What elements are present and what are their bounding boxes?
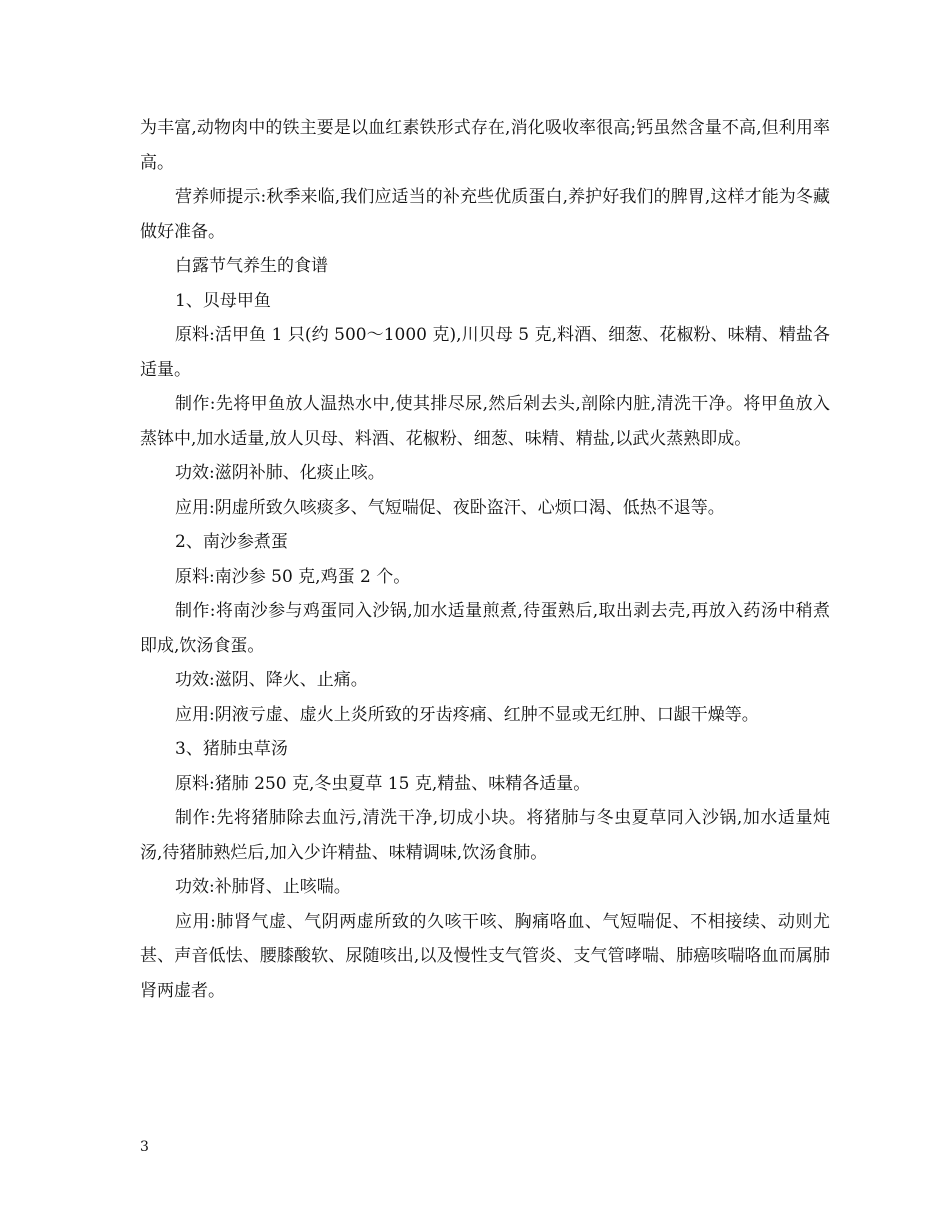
recipe-3-effect: 功效:补肺肾、止咳喘。 [175,877,351,897]
paragraph-nutritionist-tip: 营养师提示:秋季来临,我们应适当的补充些优质蛋白,养护好我们的脾胃,这样才能为冬藏做好准备。 [140,187,830,242]
recipe-2-ingredients: 原料:南沙参 50 克,鸡蛋 2 个。 [175,566,411,587]
recipe-3-ingredients: 原料:猪肺 250 克,冬虫夏草 15 克,精盐、味精各适量。 [175,773,591,794]
section-heading: 白露节气养生的食谱 [175,256,328,276]
recipe-title-1: 1、贝母甲鱼 [175,290,271,311]
recipe-3-method: 制作:先将猪肺除去血污,清洗干净,切成小块。将猪肺与冬虫夏草同入沙锅,加水适量炖汤,待猪肺熟烂后,加入少许精盐、味精调味,饮汤食肺。 [140,808,830,863]
recipe-1-method: 制作:先将甲鱼放人温热水中,使其排尽尿,然后剁去头,剖除内脏,清洗干净。将甲鱼放入蒸钵中,加水适量,放人贝母、料酒、花椒粉、细葱、味精、精盐,以武火蒸熟即成。 [140,394,830,449]
recipe-3-application: 应用:肺肾气虚、气阴两虚所致的久咳干咳、胸痛咯血、气短喘促、不相接续、动则尤甚、声音低怯、腰膝酸软、尿随咳出,以及慢性支气管炎、支气管哮喘、肺癌咳喘咯血而属肺肾两虚者。 [140,911,830,1001]
recipe-1-effect: 功效:滋阴补肺、化痰止咳。 [175,463,385,483]
recipe-2-effect: 功效:滋阴、降火、止痛。 [175,670,368,690]
page-number: 3 [140,1139,149,1155]
recipe-2-method: 制作:将南沙参与鸡蛋同入沙锅,加水适量煎煮,待蛋熟后,取出剥去壳,再放入药汤中稍煮即成,饮汤食蛋。 [140,601,830,656]
recipe-title-3: 3、猪肺虫草汤 [175,739,288,759]
recipe-2-application: 应用:阴液亏虚、虚火上炎所致的牙齿疼痛、红肿不显或无红肿、口龈干燥等。 [175,704,759,725]
recipe-title-2: 2、南沙参煮蛋 [175,532,288,552]
recipe-1-application: 应用:阴虚所致久咳痰多、气短喘促、夜卧盗汗、心烦口渴、低热不退等。 [175,497,725,518]
recipe-1-ingredients: 原料:活甲鱼 1 只(约 500～1000 克),川贝母 5 克,料酒、细葱、花椒粉、味精、精盐各适量。 [140,325,830,380]
document-body [140,111,830,1008]
paragraph-continuation: 为丰富,动物肉中的铁主要是以血红素铁形式存在,消化吸收率很高;钙虽然含量不高,但利用率高。 [140,118,830,173]
